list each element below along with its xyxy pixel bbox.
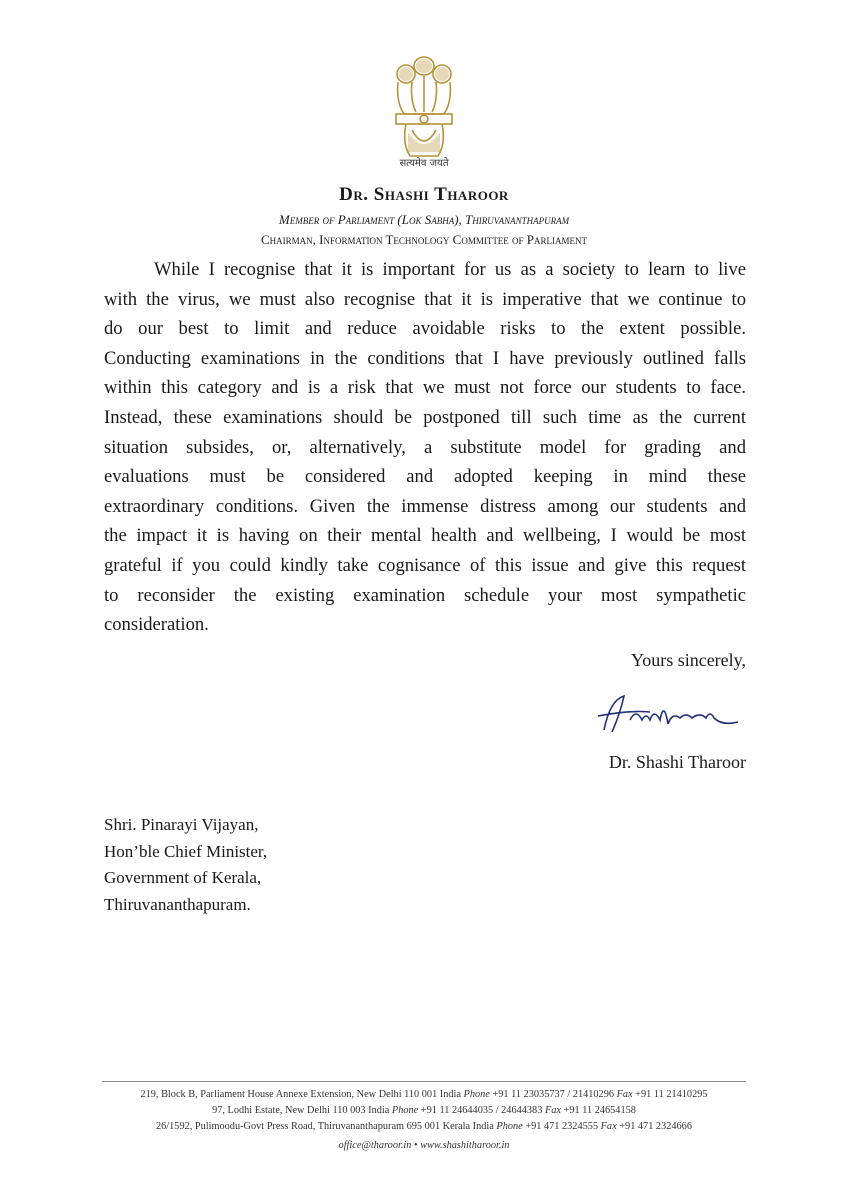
website-link[interactable]: www.shashitharoor.in [420,1140,510,1151]
body-line: the impact it is having on their mental health and wellbeing, I would be most [104,525,746,547]
letterhead-subtitle-chairman: Chairman, Information Technology Committee of Parliament [260,232,588,247]
signature-image [590,690,740,740]
body-line: grateful if you could kindly take cognisance of this issue and give this request [104,554,746,576]
letterhead-subtitle-mp: Member of Parliament (Lok Sabha), Thiruvananthapuram [278,212,570,227]
signatory-name: Dr. Shashi Tharoor [608,752,746,772]
body-line: evaluations must be considered and adopted keeping in mind these [104,466,746,488]
body-line: to reconsider the existing examination schedule your most sympathetic [104,584,746,606]
recipient-line: Hon’ble Chief Minister, [104,841,268,861]
closing: Yours sincerely, [631,650,746,670]
footer-delhi-office: 219, Block B, Parliament House Annexe Extension, New Delhi 110 001 India Phone +91 11 23035737 / 21410296 Fax +91 11 21410295 [140,1089,708,1100]
footer-lodhi-office: 97, Lodhi Estate, New Delhi 110 003 India Phone +91 11 24644035 / 24644383 Fax +91 11 24654158 [212,1105,636,1116]
footer-tvm-office: 26/1592, Pulimoodu-Govt Press Road, Thiruvananthapuram 695 001 Kerala India Phone +91 471 2324555 Fax +91 471 2324666 [156,1121,692,1132]
body-line: within this category and is a risk that we must not force our students to face. [104,377,746,399]
letter-body [104,255,746,640]
footer-contact [90,1087,758,1154]
body-line: consideration. [104,614,209,636]
email-link[interactable]: office@tharoor.in [338,1140,412,1151]
emblem-motto: सत्यमेव जयते [399,158,449,169]
body-line: While I recognise that it is important for us as a society to learn to live [154,259,746,280]
body-line: extraordinary conditions. Given the immense distress among our students and [104,495,746,517]
body-line: situation subsides, or, alternatively, a substitute model for grading and [104,436,746,458]
recipient-address [104,812,267,918]
body-line: Conducting examinations in the conditions that I have previously outlined falls [104,347,746,369]
recipient-line: Government of Kerala, [104,868,262,887]
body-line: with the virus, we must also recognise that it is imperative that we continue to [104,288,746,310]
footer-online: office@tharoor.in • www.shashitharoor.in [338,1140,510,1151]
body-line: do our best to limit and reduce avoidable risks to the extent possible. [104,318,746,340]
body-line: Instead, these examinations should be postponed till such time as the current [104,406,746,428]
national-emblem-icon [384,52,464,164]
recipient-line: Shri. Pinarayi Vijayan, [104,815,259,834]
recipient-line: Thiruvananthapuram. [104,894,251,914]
footer-divider [102,1081,746,1082]
letterhead-name: Dr. Shashi Tharoor [339,184,509,205]
